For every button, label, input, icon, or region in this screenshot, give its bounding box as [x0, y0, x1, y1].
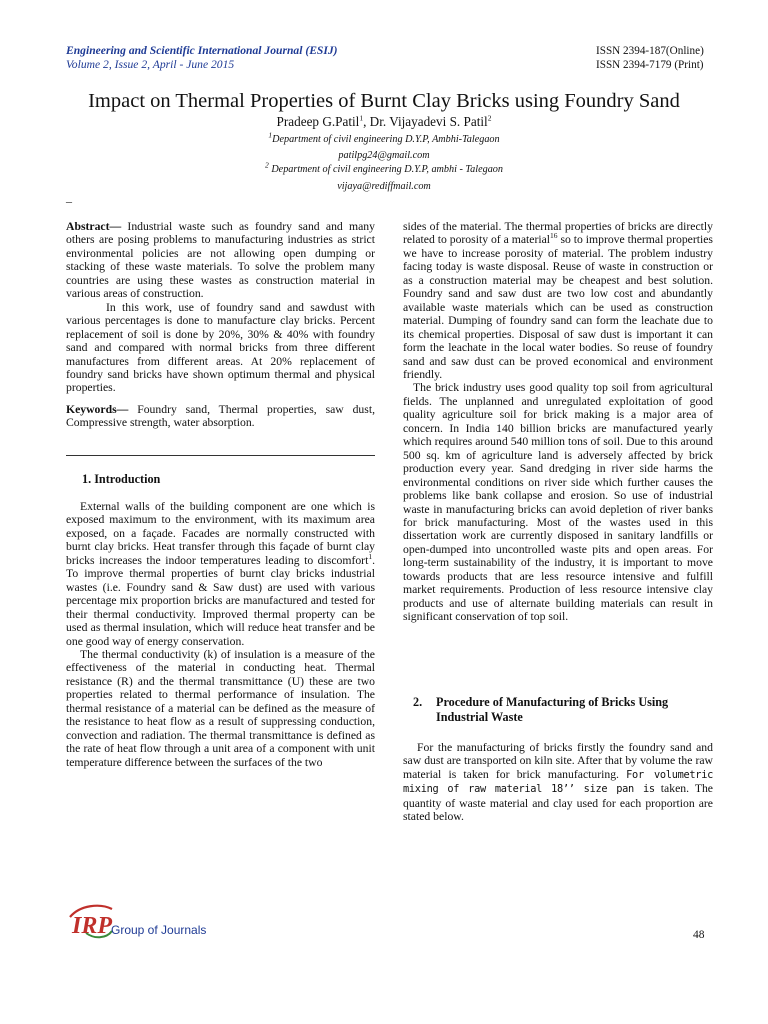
section-2-heading [413, 695, 721, 725]
affiliation-1 [0, 130, 768, 146]
affiliation-2 [0, 160, 768, 176]
intro-p1b: . To improve thermal properties of burnt clay bricks industrial wastes (i.e. Foundry sand & Saw dust) are used with various percentage mix proportion bricks are manufactured and tested for their thermal conductivity. Improved thermal property can be used as thermal insulation, which will reduce heat transfer and be one good way of energy conservation. [66, 553, 375, 648]
issn-print: ISSN 2394-7179 (Print) [596, 59, 704, 71]
logo-text: Group of Journals [111, 923, 207, 937]
authors [0, 114, 768, 130]
right-column [403, 220, 713, 624]
issn-online: ISSN 2394-187(Online) [596, 45, 704, 57]
right-p1-sup: 16 [550, 231, 558, 241]
affiliation-1-text: Department of civil engineering D.Y.P, Ambhi-Talegaon [272, 134, 500, 145]
keywords-label: Keywords— [66, 402, 129, 416]
left-column [66, 220, 375, 430]
affiliation-2-sup: 2 [265, 160, 269, 170]
affiliation-1-sup: 1 [268, 130, 273, 140]
logo-mark-icon: IRP [72, 913, 113, 939]
abstract-p1 [66, 220, 375, 301]
paper-title: Impact on Thermal Properties of Burnt Clay Bricks using Foundry Sand [88, 90, 680, 112]
keywords [66, 403, 375, 430]
section-2-body [403, 741, 713, 824]
abstract-text-1: Industrial waste such as foundry sand and many others are posing problems to manufacturing industries as strict environmental policies are not allowing open dumping or stacking of these waste materials. To solve the problem many countries are using these wastes as construction material in various areas of construction. [66, 220, 375, 301]
abstract-label: Abstract— [66, 220, 122, 233]
volume-line: Volume 2, Issue 2, April - June 2015 [66, 58, 235, 71]
page-number: 48 [693, 929, 705, 941]
intro-p2: The thermal conductivity (k) of insulation is a measure of the effectiveness of the material in conducting heat. Thermal resistance (R) and the thermal transmittance (U) these are two properties related to thermal performance of insulation. The thermal resistance of a material can be defined as the measure of the resistance to heat flow as a result of suppressing conduction, convection and radiation. The thermal transmittance is defined as the rate of heat flow through a unit area of a component with unit temperature difference between the surfaces of the two [66, 647, 375, 769]
intro-p1 [66, 500, 375, 648]
section-2-p1b: taken. The quantity of waste material and clay used for each proportion are stated below. [403, 782, 713, 824]
author-1-sup: 1 [359, 113, 364, 123]
right-p1a: sides of the material. The thermal properties of bricks are directly related to porosity of a material [403, 220, 713, 247]
right-p1b: so to improve thermal properties we have to increase porosity of material. The problem industry facing today is waste disposal. Reuse of waste in construction or as a construction material may be cheapest and best solution. Foundry sand and saw dust are two low cost and abundantly available waste materials which can be used as construction material. Dumping of foundry sand can form the leachate due to its chemical properties. Disposal of saw dust is important it can form the leachate in the local water bodies. So reuse of foundry sand and saw dust can be proved economical and environment friendly. [403, 233, 713, 381]
section-2-p1a: For the manufacturing of bricks firstly the foundry sand and saw dust are transported on kiln site. After that by volume the raw material is taken for brick manufacturing. [403, 741, 713, 781]
section-2-p1-mono: For volumetric mixing of raw material 18’’ size pan is [403, 768, 713, 796]
introduction-body [66, 500, 375, 769]
right-p1 [403, 220, 713, 381]
intro-p1-sup: 1 [368, 551, 373, 561]
intro-p1a: External walls of the building component are one which is exposed maximum to the environment, with its maximum area exposed, on a façade. Facades are normally constructed with burnt clay bricks. Heat transfer through this façade of burnt clay bricks increases the indoor temperatures leading to discomfort [66, 500, 375, 567]
journal-header [66, 44, 338, 72]
email-2: vijaya@rediffmail.com [337, 181, 431, 192]
author-2-sup: 2 [487, 113, 492, 123]
issn-block [596, 44, 704, 72]
journal-name: Engineering and Scientific International Journal (ESIJ) [66, 44, 338, 57]
abstract-p2: In this work, use of foundry sand and sawdust with various percentages is done to manufacture clay bricks. Percent replacement of soil is done by 20%, 30% & 40% with foundry sand and compared with normal bricks from three different manufactures from different areas. At 20% replacement of foundry sand bricks have shown optimum thermal and physical properties. [66, 300, 375, 395]
author-separator: , [363, 114, 370, 129]
author-2: Dr. Vijayadevi S. Patil [369, 114, 488, 129]
keywords-text: Foundry sand, Thermal properties, saw dust, Compressive strength, water absorption. [66, 402, 375, 430]
email-1: patilpg24@gmail.com [338, 150, 430, 161]
dash-mark: _ [66, 190, 72, 204]
right-p2: The brick industry uses good quality top soil from agricultural fields. The unplanned and unregulated exploitation of good quality agriculture soil for brick making is a major area of concern. In India 140 billion bricks are manufactured yearly which requires around 540 million tons of soil. Due to this around 500 sq. km of agriculture land is adversely affected by brick production every year. Sand dredging in river side harms the environmental conditions on river side which further causes the problems like bank collapse and erosion. So use of industrial waste in manufacturing bricks can avoid depletion of river banks for brick manufacturing. Most of the wastes used in this dissertation work are currently disposed in sanitary landfills or open-dumped into uncontrolled waste pits and open areas. For long-term sustainability of the industry, it is important to move towards products that are less resource intensive and fulfill market requirements. Production of less resource intensive clay products and use of alternate building materials can result in significant conservation of top soil. [403, 381, 713, 624]
section-2-number: 2. [413, 695, 423, 709]
section-divider [66, 455, 375, 456]
author-1: Pradeep G.Patil [276, 114, 360, 129]
section-2-title: Procedure of Manufacturing of Bricks Using Industrial Waste [436, 695, 669, 724]
section-2-p1 [403, 741, 713, 824]
affiliation-2-text: Department of civil engineering D.Y.P, ambhi - Talegaon [268, 164, 503, 175]
section-1-heading: 1. Introduction [82, 472, 161, 486]
